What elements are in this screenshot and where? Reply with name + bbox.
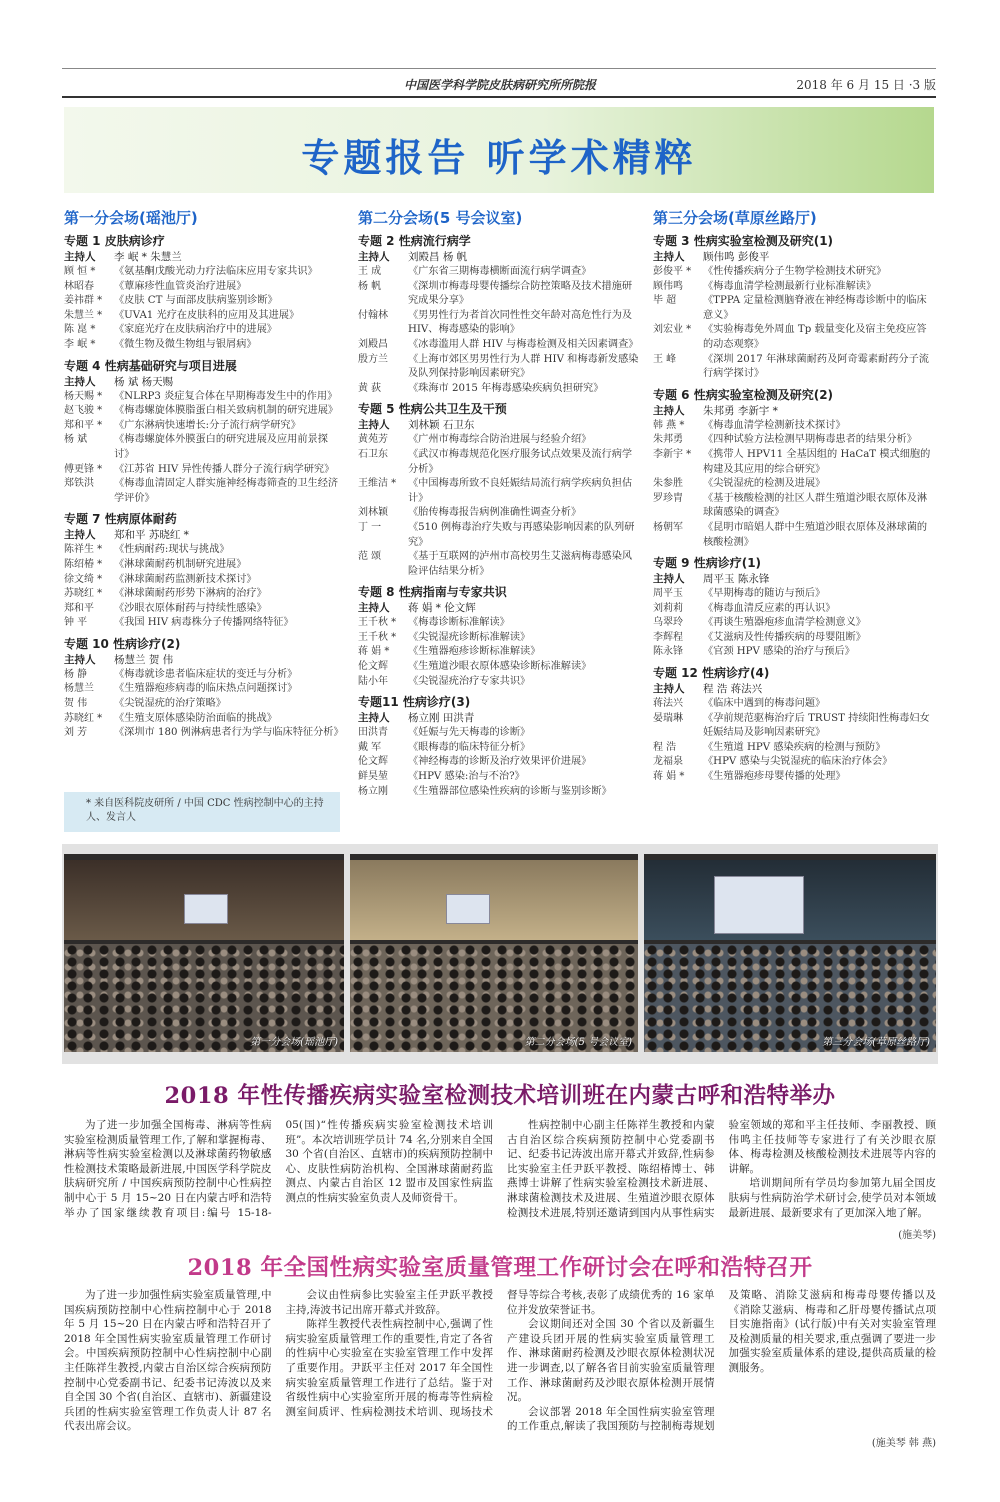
- talk-speaker: 姜祎群 *: [64, 295, 103, 307]
- talk-row: [653, 353, 936, 382]
- talk-title: 《蕈麻疹性血管炎治疗进展》: [114, 280, 247, 292]
- talk-title: 《沙眼衣原体耐药与持续性感染》: [114, 602, 267, 614]
- talk-speaker: 毕 超: [653, 295, 677, 307]
- talk-row: [653, 419, 936, 434]
- talk-speaker: 龙福泉: [653, 756, 683, 768]
- session-topic: 专题 12 性病诊疗(4): [653, 666, 770, 681]
- talk-title: 《艾滋病及性传播疾病的母婴阻断》: [703, 631, 866, 643]
- photo-screen: [446, 894, 490, 924]
- talk-row: [653, 323, 936, 352]
- talk-title: 《妊娠与先天梅毒的诊断》: [408, 727, 531, 739]
- session-topic: 专题 1 皮肤病诊疗: [64, 234, 165, 248]
- host-label: 主持人: [64, 529, 96, 542]
- talk-row: [358, 506, 640, 521]
- talk-title: 《梅毒诊断标准解读》: [408, 617, 510, 629]
- talk-title: 《尖锐湿疣的检测及进展》: [703, 478, 826, 490]
- talk-title: 《淋球菌耐药机制研究进展》: [114, 558, 247, 570]
- talk-row: [653, 448, 936, 477]
- talk-title: 《生殖支原体感染防治面临的挑战》: [114, 712, 277, 724]
- host-label: 主持人: [653, 573, 685, 586]
- talk-speaker: 贺 伟: [64, 698, 88, 710]
- talk-row: [358, 631, 640, 646]
- talk-title: 《梅毒就诊患者临床症状的变迁与分析》: [114, 668, 298, 680]
- talk-title: 《TPPA 定量检测脑脊液在神经梅毒诊断中的临床意义》: [703, 295, 927, 321]
- talk-title: 《上海市郊区男男性行为人群 HIV 和梅毒新发感染及队列保持影响因素研究》: [408, 353, 639, 380]
- talk-speaker: 郑和平 *: [64, 419, 103, 431]
- article1-headline: 2018 年性传播疾病实验室检测技术培训班在内蒙古呼和浩特举办: [164, 1083, 836, 1109]
- talk-row: [653, 697, 936, 712]
- photo-caption: 第一分会场(瑶池厅): [250, 1037, 338, 1048]
- session-topic: 专题 8 性病指南与专家共识: [358, 585, 507, 600]
- talk-speaker: 黄 荻: [358, 382, 382, 394]
- talk-row: [358, 645, 640, 660]
- talk-speaker: 林昭春: [64, 280, 94, 292]
- talk-title: 《生殖器部位感染性疾病的诊断与鉴别诊断》: [408, 785, 612, 797]
- talk-title: 《四种试验方法检测早期梅毒患者的结果分析》: [703, 434, 917, 446]
- talk-speaker: 刘宏业 *: [653, 324, 692, 336]
- talk-speaker: 钟 平: [64, 617, 88, 629]
- talk-row: [358, 448, 640, 477]
- talk-row: [653, 741, 936, 756]
- talk-speaker: 李辉程: [653, 631, 683, 643]
- host-names: 郑和平 苏晓红 *: [114, 529, 189, 542]
- talk-row: [64, 463, 340, 478]
- talk-row: [358, 755, 640, 770]
- talk-speaker: 杨朝军: [653, 521, 683, 533]
- talk-title: 《基于核酸检测的社区人群生殖道沙眼衣原体及淋球菌感染的调查》: [703, 492, 928, 519]
- article2-author: (施美琴 韩 燕): [871, 1438, 936, 1449]
- talk-speaker: 李新宇 *: [653, 448, 692, 460]
- talk-row: [358, 521, 640, 550]
- talk-row: [64, 726, 344, 741]
- talk-row: [64, 309, 340, 324]
- host-names: 周平玉 陈永锋: [703, 573, 770, 586]
- talk-row: [358, 433, 640, 448]
- talk-row: [653, 631, 936, 646]
- masthead-name: 中国医学科学院皮肤病研究所所院报: [403, 78, 596, 92]
- talk-row: [358, 741, 640, 756]
- photo-caption: 第三分会场(草原丝路厅): [822, 1037, 930, 1048]
- talk-row: [358, 550, 640, 579]
- talk-title: 《深圳市 180 例淋病患者行为学与临床特征分析》: [114, 727, 344, 739]
- host-names: 蒋 娟 * 伦文辉: [408, 602, 476, 615]
- talk-row: [64, 390, 340, 405]
- talk-title: 《深圳市梅毒母婴传播综合防控策略及技术措施研究成果分享》: [408, 280, 633, 307]
- talk-speaker: 顾 恒 *: [64, 266, 96, 277]
- talk-row: [358, 616, 640, 631]
- session-topic: 专题 10 性病诊疗(2): [64, 636, 181, 651]
- photo-screen: [714, 876, 804, 934]
- talk-row: [653, 645, 936, 660]
- talk-title: 《眼梅毒的临床特征分析》: [408, 741, 531, 753]
- host-names: 刘林颖 石卫东: [408, 419, 475, 432]
- footnote: * 来自医科院皮研所 / 中国 CDC 性病控制中心的主持人、发言人: [64, 792, 340, 832]
- talk-title: 《梅毒螺旋体膜脂蛋白相关致病机制的研究进展》: [114, 405, 339, 417]
- talk-row: [653, 492, 936, 521]
- talk-row: [358, 338, 640, 353]
- talk-speaker: 朱慧兰 *: [64, 309, 103, 321]
- talk-row: [64, 697, 340, 712]
- talk-row: [653, 280, 936, 295]
- talk-row: [64, 404, 340, 419]
- host-names: 李 岷 * 朱慧兰: [114, 251, 182, 263]
- host-names: 杨立刚 田洪青: [408, 712, 475, 725]
- talk-title: 《性病耐药:现状与挑战》: [114, 544, 230, 556]
- session-topic: 专题 5 性病公共卫生及干预: [358, 402, 507, 417]
- session-host: [64, 528, 340, 543]
- talk-speaker: 王 峰: [653, 353, 677, 365]
- talk-row: [358, 660, 640, 675]
- talk-title: 《生殖器疱疹诊断标准解读》: [408, 646, 541, 658]
- session-host: [653, 250, 936, 265]
- host-label: 主持人: [64, 251, 96, 263]
- talk-speaker: 田洪青: [358, 727, 388, 739]
- talk-title: 《官颈 HPV 感染的治疗与预后》: [703, 646, 855, 658]
- article2-paragraph: 会议由性病参比实验室主任尹跃平教授主持,涛波书记出席开幕式并致辞。: [285, 1289, 493, 1316]
- session-host: [64, 250, 340, 265]
- talk-speaker: 丁 一: [358, 521, 382, 533]
- session-photo-1: [64, 854, 344, 1052]
- host-label: 主持人: [358, 602, 390, 615]
- talk-title: 《HPV 感染与尖锐湿疣的临床治疗体会》: [703, 756, 893, 768]
- talk-title: 《临床中遇到的梅毒问题》: [703, 698, 826, 710]
- talk-speaker: 王千秋 *: [358, 631, 397, 643]
- article2-body: [64, 1288, 936, 1434]
- talk-row: [653, 477, 936, 492]
- talk-speaker: 刘莉莉: [653, 602, 683, 614]
- talk-row: [64, 587, 340, 602]
- talk-speaker: 刘殿昌: [358, 338, 388, 350]
- host-label: 主持人: [653, 404, 685, 417]
- photo-screen: [184, 894, 228, 924]
- session-host: [64, 653, 340, 668]
- talk-speaker: 殷方兰: [358, 353, 388, 365]
- venue-column-2: [358, 208, 640, 799]
- talk-speaker: 彭俊平 *: [653, 266, 692, 277]
- talk-title: 《胎传梅毒报告病例准确性调查分析》: [408, 507, 582, 519]
- talk-title: 《携带人 HPV11 全基因组的 HaCaT 模式细胞的构建及其应用的综合研究》: [703, 448, 931, 475]
- talk-title: 《梅毒血清学检测最新行业标准解读》: [703, 280, 877, 292]
- session-topic: 专题 4 性病基础研究与项目进展: [64, 358, 237, 373]
- talk-speaker: 朱参胜: [653, 478, 683, 490]
- talk-row: [64, 543, 340, 558]
- article1-body: [64, 1118, 936, 1236]
- talk-row: [64, 338, 340, 353]
- talk-title: 《氨基酮戊酸光动力疗法临床应用专家共识》: [114, 266, 318, 277]
- host-label: 主持人: [653, 251, 685, 263]
- talk-speaker: 苏晓红 *: [64, 712, 103, 724]
- talk-row: [358, 280, 640, 309]
- talk-title: 《微生物及微生物组与银屑病》: [114, 338, 257, 350]
- banner: [64, 107, 934, 193]
- talk-title: 《生殖道沙眼衣原体感染诊断标准解读》: [408, 661, 592, 673]
- talk-title: 《性传播疾病分子生物学检测技术研究》: [703, 266, 887, 277]
- talk-title: 《广东省三期梅毒横断面流行病学调查》: [408, 266, 592, 277]
- talk-row: [653, 770, 936, 785]
- talk-title: 《梅毒血清反应素的再认识》: [703, 602, 836, 614]
- session-host: [653, 404, 936, 419]
- talk-title: 《神经梅毒的诊断及治疗效果评价进展》: [408, 756, 592, 768]
- talk-title: 《生殖器疱疹病毒的临床热点问题探讨》: [114, 683, 298, 695]
- talk-speaker: 陈绍椿 *: [64, 558, 103, 570]
- talk-title: 《HPV 感染:治与不治?》: [408, 771, 525, 783]
- article2-paragraph: 为了进一步加强性病实验室质量管理,中国疾病预防控制中心性病控制中心于 2018 年 5 月 15~20 日在内蒙古呼和浩特召开了 2018 年全国性病实验室质量管理工作研讨会。中国疾病预防控制中心性病控制中心副主任陈祥生教授,内蒙古自治区综合疾病预防控制中心党委副书记、纪委书记涛波以及来自全国 30 个省(自治区、直辖市)、新疆建设兵团的性病实验室管理工作负责人计 87 名代表出席会议。: [64, 1289, 272, 1433]
- talk-speaker: 戴 军: [358, 741, 382, 753]
- talk-title: 《早期梅毒的随访与预后》: [703, 588, 826, 600]
- venue-title: 第二分会场(5 号会议室): [358, 209, 523, 227]
- talk-row: [653, 712, 936, 741]
- talk-title: 《武汉市梅毒规范化医疗服务试点效果及流行病学分析》: [408, 448, 633, 475]
- session-photo-3: [644, 854, 936, 1052]
- session-topic: 专题11 性病诊疗(3): [358, 695, 471, 710]
- talk-speaker: 王维洁 *: [358, 478, 397, 490]
- talk-row: [653, 616, 936, 631]
- talk-speaker: 顾伟鸣: [653, 280, 683, 292]
- host-names: 杨 斌 杨天赐: [114, 375, 174, 388]
- talk-speaker: 晏瑞琳: [653, 712, 683, 724]
- talk-title: 《510 例梅毒治疗失败与再感染影响因素的队列研究》: [408, 521, 635, 548]
- talk-title: 《珠海市 2015 年梅毒感染疾病负担研究》: [408, 382, 604, 394]
- session-photo-2: [350, 854, 638, 1052]
- talk-speaker: 陈永锋: [653, 646, 683, 658]
- session-topic: 专题 7 性病原体耐药: [64, 512, 177, 527]
- session-host: [653, 572, 936, 587]
- talk-speaker: 杨 帆: [358, 280, 382, 292]
- talk-row: [64, 419, 340, 434]
- talk-title: 《淋球菌耐药形势下淋病的治疗》: [114, 588, 267, 600]
- talk-speaker: 杨天赐 *: [64, 390, 103, 402]
- talk-speaker: 王千秋 *: [358, 617, 397, 629]
- host-names: 朱邦勇 李新宇 *: [703, 404, 778, 417]
- host-label: 主持人: [358, 712, 390, 725]
- talk-row: [653, 433, 936, 448]
- talk-speaker: 鲜昊堃: [358, 771, 388, 783]
- venue-column-3: [653, 208, 936, 785]
- talk-title: 《再谈生殖器疱疹血清学检测意义》: [703, 617, 866, 629]
- article1-author: (施美琴): [898, 1230, 936, 1241]
- talk-speaker: 乌翠玲: [653, 617, 683, 629]
- talk-speaker: 刘林颖: [358, 507, 388, 519]
- talk-speaker: 郑铁洪: [64, 478, 94, 490]
- talk-row: [358, 785, 640, 800]
- article1-paragraph: 培训期间所有学员均参加第九届全国皮肤病与性病防治学术研讨会,使学员对本领域最新进展、最新要求有了更加深入地了解。: [728, 1177, 936, 1219]
- talk-title: 《淋球菌耐药监测新技术探讨》: [114, 573, 257, 585]
- venue-title: 第三分会场(草原丝路厅): [653, 209, 817, 227]
- talk-title: 《基于互联网的泸州市高校男生艾滋病梅毒感染风险评估结果分析》: [408, 551, 633, 577]
- talk-speaker: 王 成: [358, 266, 382, 277]
- session-host: [64, 375, 340, 390]
- talk-speaker: 蒋 娟 *: [653, 771, 685, 783]
- talk-speaker: 范 颂: [358, 551, 382, 563]
- article2-paragraph: 会议部署 2018 年全国性病实验室管理的工作重点,解读了我国预防与控制梅毒规划及策略、消除艾滋病和梅毒母婴传播以及《消除艾滋病、梅毒和乙肝母婴传播试点项目实施指南》(试行版)中有关对实验室管理及检测质量的相关要求,重点强调了要进一步加强实验室质量体系的建设,提供高质量的检测服务。: [507, 1289, 936, 1433]
- talk-row: [64, 294, 340, 309]
- talk-speaker: 黄苑芳: [358, 434, 388, 446]
- session-topic: 专题 2 性病流行病学: [358, 234, 471, 248]
- session-host: [358, 418, 640, 433]
- talk-speaker: 杨慧兰: [64, 683, 94, 695]
- talk-row: [64, 323, 340, 338]
- talk-speaker: 杨立刚: [358, 785, 388, 797]
- talk-title: 《皮肤 CT 与面部皮肤病鉴别诊断》: [114, 295, 278, 307]
- article2-headline: 2018 年全国性病实验室质量管理工作研讨会在呼和浩特召开: [187, 1255, 813, 1281]
- venue-column-1: [64, 208, 344, 741]
- article1-paragraph: 为了进一步加强全国梅毒、淋病等性病实验室检测质量管理工作,了解和掌握梅毒、淋病等性病实验室检测以及淋球菌药物敏感性检测技术策略最新进展,中国医学科学院皮肤病研究所 / 中国疾病预防控制中心性病控制中心于 5 月 15~20 日在内蒙古呼和浩特举办了国家继续教育项目:编号 15-18-05(国)“性传播疾病实验室检测技术培训班”。本次培训班学员计 74 名,分别来自全国 30 个省(自治区、直辖市)的疾病预防控制中心、皮肤性病防治机构、全国淋球菌耐药监测点、内蒙古自治区 12 盟市及国家性病监测点的性病实验室负责人及师资骨干。: [64, 1119, 493, 1219]
- talk-title: 《梅毒血清固定人群实施神经梅毒筛查的卫生经济学评价》: [114, 478, 339, 504]
- talk-row: [64, 573, 340, 588]
- host-label: 主持人: [64, 375, 96, 388]
- talk-title: 《UVA1 光疗在皮肤科的应用及其进展》: [114, 309, 300, 321]
- session-topic: 专题 6 性病实验室检测及研究(2): [653, 387, 834, 402]
- talk-row: [64, 265, 340, 280]
- masthead-rule: [62, 96, 936, 98]
- talk-row: [653, 755, 936, 770]
- masthead-date: 2018 年 6 月 15 日 ·3 版: [796, 78, 936, 92]
- talk-row: [64, 477, 340, 506]
- host-label: 主持人: [358, 419, 390, 432]
- talk-speaker: 傅更锋 *: [64, 463, 103, 475]
- talk-speaker: 陈祥生 *: [64, 544, 103, 556]
- session-host: [653, 682, 936, 697]
- talk-speaker: 蒋 娟 *: [358, 646, 390, 658]
- talk-row: [64, 433, 340, 462]
- article1-paragraph: 性病控制中心副主任陈祥生教授和内蒙古自治区综合疾病预防控制中心党委副书记、纪委书记涛波出席开幕式并致辞,性病参比实验室主任尹跃平教授、陈绍椿博士、韩燕博士讲解了性病实验室检测技术新进展、淋球菌检测技术及进展、生殖道沙眼衣原体检测技术进展,特别还邀请到国内从事性病实验室领域的郑和平主任技师、李丽教授、顾伟鸣主任技师等专家进行了有关沙眼衣原体、梅毒检测及核酸检测技术进展等内容的讲解。: [507, 1119, 936, 1219]
- photo-caption: 第二分会场(5 号会议室): [524, 1037, 632, 1048]
- talk-speaker: 蒋法兴: [653, 698, 683, 710]
- session-host: [358, 601, 640, 616]
- talk-row: [653, 602, 936, 617]
- talk-speaker: 石卫东: [358, 448, 388, 460]
- talk-title: 《广东淋病快速增长:分子流行病学研究》: [114, 419, 301, 431]
- talk-row: [653, 265, 936, 280]
- talk-speaker: 陆小年: [358, 675, 388, 687]
- photo-stage: [350, 860, 638, 940]
- talk-row: [653, 587, 936, 602]
- talk-title: 《尖锐湿疣诊断标准解读》: [408, 631, 531, 643]
- article2-paragraph: 会议期间还对全国 30 个省以及新疆生产建设兵团开展的性病实验室质量管理工作、淋球菌耐药检测及沙眼衣原体检测状况进一步调查,以了解各省目前实验室质量管理工作、淋球菌耐药及沙眼衣原体检测开展情况。: [507, 1318, 715, 1404]
- talk-row: [64, 280, 340, 295]
- host-label: 主持人: [64, 653, 96, 666]
- talk-title: 《深圳 2017 年淋球菌耐药及阿奇霉素耐药分子流行病学探讨》: [703, 353, 929, 380]
- host-names: 程 浩 蒋法兴: [703, 683, 763, 696]
- talk-title: 《梅毒血清学检测新技术探讨》: [703, 419, 846, 431]
- talk-speaker: 陈 崑 *: [64, 324, 96, 336]
- talk-title: 《孕前规范驱梅治疗后 TRUST 持续阳性梅毒妇女妊娠结局及影响因素研究》: [703, 712, 930, 739]
- talk-row: [358, 726, 640, 741]
- talk-title: 《尖锐湿疣治疗专家共识》: [408, 675, 531, 687]
- host-names: 顾伟鸣 彭俊平: [703, 251, 770, 263]
- talk-row: [358, 382, 640, 397]
- session-host: [358, 711, 640, 726]
- talk-speaker: 伦文辉: [358, 661, 388, 673]
- talk-speaker: 周平玉: [653, 588, 683, 600]
- talk-title: 《我国 HIV 病毒株分子传播网络特征》: [114, 617, 294, 629]
- talk-title: 《生殖器疱疹母婴传播的处理》: [703, 771, 846, 783]
- talk-title: 《昆明市暗娼人群中生殖道沙眼衣原体及淋球菌的核酸检测》: [703, 521, 928, 548]
- talk-row: [653, 294, 936, 323]
- talk-row: [64, 682, 340, 697]
- talk-speaker: 伦文辉: [358, 756, 388, 768]
- talk-row: [653, 521, 936, 550]
- talk-speaker: 郑和平: [64, 602, 94, 614]
- talk-row: [358, 309, 640, 338]
- host-label: 主持人: [358, 251, 390, 263]
- host-names: 刘殿昌 杨 帆: [408, 251, 468, 263]
- banner-title: 专题报告 听学术精粹: [301, 136, 697, 180]
- talk-title: 《NLRP3 炎症复合体在早期梅毒发生中的作用》: [114, 390, 338, 402]
- session-host: [358, 250, 640, 265]
- talk-speaker: 程 浩: [653, 741, 677, 753]
- talk-speaker: 朱邦勇: [653, 434, 683, 446]
- talk-title: 《家庭光疗在皮肤病治疗中的进展》: [114, 324, 277, 336]
- talk-speaker: 付翰林: [358, 309, 388, 321]
- talk-title: 《男男性行为者首次同性性交年龄对高危性行为及 HIV、梅毒感染的影响》: [408, 309, 633, 336]
- talk-speaker: 苏晓红 *: [64, 588, 103, 600]
- session-topic: 专题 9 性病诊疗(1): [653, 556, 762, 571]
- talk-speaker: 赵飞骏 *: [64, 405, 103, 417]
- host-label: 主持人: [653, 683, 685, 696]
- venue-title: 第一分会场(瑶池厅): [64, 209, 198, 227]
- talk-title: 《实验梅毒免外周血 Tp 载量变化及宿主免疫应答的动态观察》: [703, 324, 927, 350]
- talk-row: [358, 770, 640, 785]
- talk-row: [64, 602, 340, 617]
- talk-row: [64, 558, 340, 573]
- talk-title: 《中国梅毒所致不良妊娠结局流行病学疾病负担估计》: [408, 478, 633, 504]
- host-names: 杨慧兰 贺 伟: [114, 653, 174, 666]
- talk-row: [64, 616, 340, 631]
- talk-row: [64, 712, 340, 727]
- talk-speaker: 韩 燕 *: [653, 419, 685, 431]
- talk-speaker: 徐文绮 *: [64, 573, 103, 585]
- article2-paragraph: 陈祥生教授代表性病控制中心,强调了性病实验室质量管理工作的重要性,肯定了各省的性病中心实验室在实验室管理工作中发挥了重要作用。尹跃平主任对 2017 年全国性病实验室质量管理工作进行了总结。鉴于对省级性病中心实验室所开展的梅毒等性病检测室间质评、性病检测技术培训、现场技术督导等综合考核,表彰了成绩优秀的 16 家单位并发放荣誉证书。: [285, 1289, 715, 1418]
- talk-speaker: 杨 斌: [64, 434, 88, 446]
- talk-row: [358, 477, 640, 506]
- talk-title: 《广州市梅毒综合防治进展与经验介绍》: [408, 434, 592, 446]
- talk-title: 《冰毒滥用人群 HIV 与梅毒检测及相关因素调查》: [408, 338, 639, 350]
- talk-title: 《尖锐湿疣的治疗策略》: [114, 698, 227, 710]
- talk-row: [64, 668, 340, 683]
- talk-row: [358, 675, 640, 690]
- talk-row: [358, 265, 640, 280]
- talk-row: [358, 353, 640, 382]
- talk-speaker: 刘 芳: [64, 727, 88, 739]
- talk-speaker: 李 岷 *: [64, 338, 96, 350]
- talk-title: 《梅毒螺旋体外膜蛋白的研究进展及应用前景探讨》: [114, 434, 328, 460]
- talk-title: 《江苏省 HIV 异性传播人群分子流行病学研究》: [114, 463, 335, 475]
- talk-speaker: 杨 静: [64, 668, 88, 680]
- talk-speaker: 罗珍胄: [653, 492, 683, 504]
- session-topic: 专题 3 性病实验室检测及研究(1): [653, 234, 834, 248]
- talk-title: 《生殖道 HPV 感染疾病的检测与预防》: [703, 741, 886, 753]
- photo-strip: [62, 844, 938, 1064]
- top-rule: [62, 68, 936, 69]
